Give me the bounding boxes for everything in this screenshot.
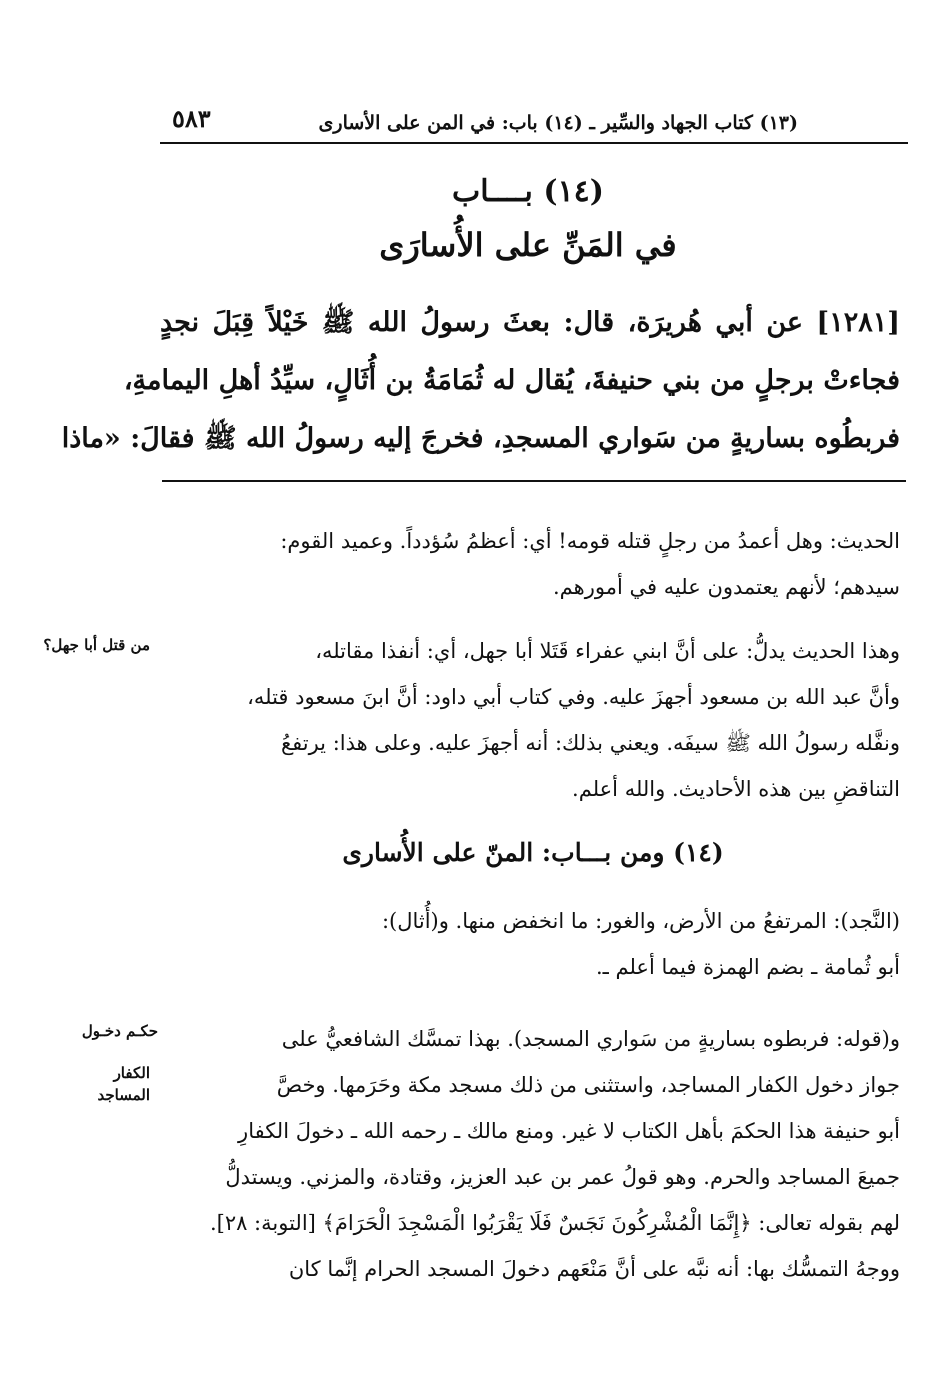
margin-note: المساجد bbox=[97, 1086, 150, 1104]
text-line: لهم بقوله تعالى: ﴿إِنَّمَا الْمُشْرِكُونَ نَجَسٌ فَلَا يَقْرَبُوا الْمَسْجِدَ الْحَرَامَ﴾ [التوبة: ٢٨]. bbox=[209, 1211, 900, 1235]
text-line: جواز دخول الكفار المساجد، واستثنى من ذلك مسجد مكة وحَرَمها. وخصَّ bbox=[276, 1073, 900, 1097]
hadith-line: فجاءتْ برجلٍ من بني حنيفةَ، يُقال له ثُمَامَةُ بن أُثَالٍ، سيِّدُ أهلِ اليمامةِ، bbox=[123, 365, 900, 396]
text-line: ووجهُ التمسُّك بها: أنه نبَّه على أنَّ مَنْعَهم دخولَ المسجد الحرام إنَّما كان bbox=[288, 1257, 900, 1281]
commentary-paragraph bbox=[156, 898, 900, 990]
text-line: التناقضِ بين هذه الأحاديث. والله أعلم. bbox=[572, 777, 900, 801]
chapter-title: في المَنِّ على الأُسارَى bbox=[379, 226, 677, 264]
text-line: و(قوله: فربطوه بساريةٍ من سَواري المسجد). بهذا تمسَّك الشافعيُّ على bbox=[281, 1027, 900, 1051]
text-line: جميعَ المساجد والحرم. وهو قولُ عمر بن عبد العزيز، وقتادة، والمزني. ويستدلُّ bbox=[225, 1165, 900, 1189]
text-line: أبو حنيفة هذا الحكمَ بأهل الكتاب لا غير. ومنع مالك ـ رحمه الله ـ دخولَ الكفارِ bbox=[238, 1119, 900, 1143]
text-line: وأنَّ عبد الله بن مسعود أجهزَ عليه. وفي كتاب أبي داود: أنَّ ابنَ مسعود قتله، bbox=[247, 685, 900, 709]
text-line: وهذا الحديث يدلُّ: على أنَّ ابني عفراء قَتَلا أبا جهل، أي: أنفذا مقاتله، bbox=[315, 639, 900, 663]
text-line: أبو ثُمامة ـ بضم الهمزة فيما أعلم ـ. bbox=[595, 955, 900, 979]
text-line: سيدهم؛ لأنهم يعتمدون عليه في أمورهم. bbox=[553, 575, 900, 599]
chapter-number: (١٤) بــــاب bbox=[452, 174, 604, 209]
margin-note: حكـم دخـول bbox=[81, 1022, 158, 1040]
hadith-line: [١٢٨١] عن أبي هُريرَة، قال: بعثَ رسولُ الله ﷺ خَيْلاً قِبَلَ نجدٍ bbox=[160, 307, 900, 338]
commentary-paragraph bbox=[156, 1016, 900, 1292]
section-subheading: (١٤) ومن بـــاب: المنّ على الأُسارى bbox=[342, 838, 724, 867]
commentary-paragraph bbox=[156, 628, 900, 812]
text-line: ونفَّله رسولُ الله ﷺ سيفَه. ويعني بذلك: أنه أجهزَ عليه. وعلى هذا: يرتفعُ bbox=[280, 731, 900, 755]
margin-note: الكفار bbox=[113, 1064, 150, 1082]
header-title: (١٣) كتاب الجهاد والسِّير ـ (١٤) باب: في المن على الأسارى bbox=[318, 112, 798, 134]
page-number: ٥٨٣ bbox=[172, 104, 211, 133]
hadith-line: فربطُوه بساريةٍ من سَواري المسجدِ، فخرجَ إليه رسولُ الله ﷺ فقالَ: «ماذا bbox=[61, 423, 900, 454]
footnote-divider bbox=[162, 480, 906, 482]
text-line: (النَّجد): المرتفعُ من الأرض، والغور: ما انخفض منها. و(أُثال): bbox=[381, 909, 900, 933]
commentary-paragraph bbox=[156, 518, 900, 610]
text-line: الحديث: وهل أعمدُ من رجلٍ قتله قومه! أي: أعظمُ سُؤدداً. وعميد القوم: bbox=[280, 529, 900, 553]
margin-note: من قتل أبا جهل؟ bbox=[43, 636, 150, 654]
running-header bbox=[160, 98, 908, 144]
hadith-text bbox=[61, 294, 900, 468]
